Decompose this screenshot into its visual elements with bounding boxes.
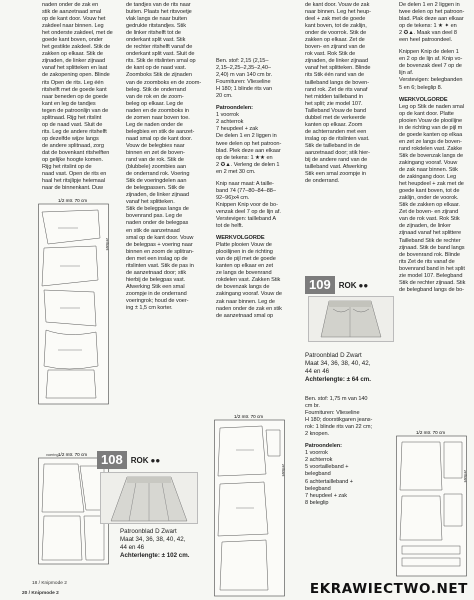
text-line: splitnaad. Rijg het ritslint (42, 114, 102, 121)
text-line: op dezelfde wijze langs (42, 135, 99, 142)
text-line: Stik de zakken op elkaar. (399, 202, 460, 209)
text-line: 2,40) m van 140 cm br. (216, 72, 273, 79)
text-line: Leg de naden onder de (126, 121, 183, 128)
text-line: zaklijn, onder de voorok. (399, 195, 459, 202)
text-line: rok vast. Rok Stik de (305, 51, 356, 58)
model-label: ROK (130, 455, 149, 465)
pattern-sheet: Patroonblad D Zwart (305, 352, 362, 359)
text-line: Knippen Knip voor de bo- (216, 201, 278, 208)
text-line: onder de voorrok. Stik de (305, 30, 367, 37)
svg-text:zelfkant: zelfkant (463, 470, 467, 483)
text-line: de bovenrand rok. Blinde (399, 251, 460, 258)
text-line: tegen de patroonlijn van de (42, 107, 109, 114)
text-line: het gestikte zakdeel. Stik de (42, 44, 111, 51)
text-line: goede kant boven, onder (42, 37, 103, 44)
text-line: band 74 (77–80–84–88– (216, 187, 276, 194)
text-line: blad. Plak deze aan elkaar (399, 16, 464, 23)
text-line: Zet de boven- en zijrand (399, 209, 459, 216)
text-line: naden onder de belegpas (126, 220, 189, 227)
text-line: de goede kanten op elkaa (399, 131, 463, 138)
model-108-badge (97, 451, 160, 469)
text-line: in de richting van de pijl m (399, 124, 463, 131)
text-line: dubbel met de verkeerde (305, 114, 366, 121)
text-line: blad. Plek deze aan elkaar (216, 147, 281, 154)
cut-info (216, 181, 306, 230)
page-footer-bottom: 20 / Knipmode 2 (22, 591, 59, 596)
text-line: een heel patroondeel. (399, 37, 453, 44)
text-line: zoompje in de onderrand (126, 290, 187, 297)
text-line: het split; zie model 107. (305, 100, 363, 107)
text-line: 7 heupdeel + zak (216, 126, 258, 133)
svg-text:voering: voering (46, 453, 59, 457)
text-line: den met een inslag op de (126, 255, 188, 262)
text-line: binnen en zet de boven- (126, 149, 185, 156)
column-3 (216, 58, 306, 320)
text-line: belegbies en stik de aanzet- (126, 128, 195, 135)
text-line: 2 achterrok (305, 457, 333, 464)
workorder-text (216, 242, 306, 320)
text-line: Knip naar maat: A taille- (216, 180, 274, 187)
text-line: op de tekens: 1 ★ ✦ en (399, 23, 457, 30)
text-line: rand van de rok. Stik de (126, 157, 184, 164)
text-line: tot de helft. (216, 223, 244, 230)
text-line: bovenrand pas. Leg de (126, 213, 183, 220)
workorder-heading-2: WERKVOLGORDE (399, 96, 448, 103)
text-line: zakingang vooraf. Vouw de (216, 291, 282, 298)
text-line: H 180; doorstikgaren jeans- (305, 417, 373, 424)
fabric-info (216, 58, 306, 100)
column-4 (305, 2, 397, 185)
svg-text:1/2 mtr. 70 cm: 1/2 mtr. 70 cm (58, 452, 88, 457)
text-line: rits Zet de rits vanaf de (399, 258, 455, 265)
text-line: rits Stik één rand van de (305, 72, 365, 79)
text-line: tailleband vast. Afwerking (305, 164, 367, 171)
text-line: zakken op elkaar. Zet de (305, 37, 365, 44)
text-line: goede kant boven, tot de (399, 188, 460, 195)
text-line: van de pijl met de goede (216, 256, 276, 263)
text-line: onderkant split vast. Stik (126, 37, 186, 44)
text-line: de andere splitnaad, zorg (42, 142, 104, 149)
workorder-heading: WERKVOLGORDE (216, 235, 265, 242)
text-line: naden en de zoomboks in (126, 107, 189, 114)
text-line: deel + zak met de goede (305, 16, 366, 23)
model-109-caption (305, 352, 401, 384)
text-line: Tailleband Vouw de band (305, 107, 367, 114)
text-line: op de kant door. Platte (399, 110, 454, 117)
text-line: Verstevigen: tailleband A (216, 215, 277, 222)
cutting-layout-diagram-1 (38, 198, 114, 408)
patterns-heading-109: Patroondelen: (305, 443, 342, 450)
text-line: van de rok vast. Rok Stik (399, 216, 460, 223)
text-line: Verstevigen: belegbanden (399, 77, 463, 84)
text-line: Fournituren: Vlieseline (216, 79, 271, 86)
difficulty-dots: ●● (358, 280, 369, 290)
text-line: Stik de bovenzak langs de (399, 152, 464, 159)
model-108-photo (100, 472, 198, 524)
text-line: en 2 met 30 cm. (216, 168, 256, 175)
text-line: naad vast. Open de rits en (42, 171, 107, 178)
text-line: rokdelen vast. Zakken Stik (216, 277, 281, 284)
text-line: belegband (305, 485, 331, 492)
sizes: Maat 34, 36, 38, 40, 42, (120, 536, 186, 543)
text-line: Stik de voeringdelen aan (126, 178, 187, 185)
text-line: H 180; 1 blinde rits van (216, 86, 273, 93)
text-line: rits. Leg de andere ritshelft (42, 128, 107, 135)
text-line: 92–96)x4 cm. (216, 194, 250, 201)
text-line: 2 ✪▲. Verleng de delen 1 (216, 161, 280, 168)
text-line: en 2 op de lijn af. Knip vo- (399, 56, 463, 63)
sizes-2: 44 en 46 (120, 544, 145, 551)
text-line: Zoomboks Stik de zijnaden (126, 72, 192, 79)
cutting-layout-diagram-3 (214, 414, 290, 598)
svg-text:1/2 mtr. 70 cm: 1/2 mtr. 70 cm (234, 414, 264, 419)
text-line: zak naar binnen. Leg de (216, 298, 275, 305)
svg-text:zelfkant: zelfkant (281, 464, 285, 477)
sizes-2: 44 en 46 (305, 368, 330, 375)
text-line: haal het ritsjlipje helemaal (42, 178, 105, 185)
text-line: 2 achterrok (216, 119, 244, 126)
cut-notes (399, 49, 473, 91)
text-line: de kant op de naad vast. (126, 65, 187, 72)
text-line: en stik de aanzetnaad (126, 227, 180, 234)
text-line: vlak langs de naar buiten (126, 16, 187, 23)
text-line: zie model 107. Belegband (399, 272, 463, 279)
text-line: de onderrand. (305, 178, 340, 185)
text-line: kant en leg de tandjes (42, 100, 96, 107)
text-line: ze langs de bovenrand (216, 270, 272, 277)
text-line: Ben. stof: 2,15 (2,15– (216, 58, 269, 64)
text-line: Stik de belegpas langs de (126, 206, 189, 213)
text-line: beleg op elkaar. Leg de (126, 100, 184, 107)
text-line: de onderrand rok. Voering (126, 171, 190, 178)
workorder-text-2 (399, 104, 473, 294)
text-line: boven- en zijrand van de (305, 44, 366, 51)
model-109-photo (308, 296, 394, 342)
text-line: vanaf het splitteken. (126, 199, 175, 206)
text-line: venzak deel 7 op de lijn af. (216, 208, 281, 215)
model-109-badge (305, 276, 368, 294)
svg-text:zelfkant: zelfkant (105, 238, 109, 251)
column-2-text (126, 2, 212, 312)
text-line: onderkant split vast. Sluit de (126, 51, 195, 58)
text-line: ritslinten vast. Stik de pas in (126, 262, 194, 269)
text-line: tailleband langs de boven- (305, 79, 370, 86)
text-line: zakdeel naar binnen. Leg (42, 23, 104, 30)
text-line: bij de andere rand van de (305, 157, 368, 164)
text-line: ing ± 1,5 cm korter. (126, 305, 173, 312)
text-line: 8 beleglip (305, 499, 329, 506)
text-line: 5 en 6; beleglip 8. (399, 84, 443, 91)
text-line: aanzetnaad door; stik hier- (305, 149, 370, 156)
text-line: Stik de tailleband in de (305, 142, 361, 149)
text-line: 1 voorrok (216, 112, 239, 119)
text-line: 2 knopen. (305, 431, 330, 438)
text-line: Afwerking Stik een smal (126, 283, 185, 290)
text-line: de belegband langs de bo- (399, 286, 464, 293)
text-line: Knippen Knip de delen 1 (399, 49, 459, 56)
text-line: 6 achtertailleband + (305, 478, 353, 485)
cutting-layout-diagram-4 (396, 430, 472, 578)
text-line: het heupdeel + zak met de (399, 181, 464, 188)
text-line: zakingang vooraf. Vouw (399, 159, 458, 166)
text-line: (blubbele) zoombies aan (126, 164, 187, 171)
text-line: de kant door. Vouw de zak (305, 2, 370, 8)
text-line: kanten op elkaar en zet (216, 263, 274, 270)
text-line: Fournituren: Vlieseline (305, 410, 360, 417)
text-line: op de naad vast. Sluit de (42, 121, 103, 128)
model-108-caption (120, 528, 220, 560)
pattern-notes (399, 2, 473, 44)
text-line: Platte plooien Vouw de (216, 242, 272, 249)
text-line: kant boven, tot de zaklijn, (305, 23, 367, 30)
text-line: zijnaad. Stik de band langs (399, 244, 465, 251)
text-line: naar de binnenkant. Duw (42, 185, 104, 192)
column-5 (399, 2, 473, 294)
watermark: EKRAWIECTWO.NET (309, 581, 468, 597)
text-line: 2,15–2,25–2,35–2,40– (216, 65, 271, 72)
text-line: van de rok en de zoom- (126, 93, 184, 100)
text-line: twee delen op het patroon- (216, 140, 282, 147)
text-line: de belegpassen. Stik de (126, 185, 185, 192)
text-line: zijnaden, de linker zijnaad (126, 192, 190, 199)
text-line: rand rokdelen vast. Zakke (399, 145, 463, 152)
text-line: de tandjes van de rits naar (126, 2, 191, 8)
text-line: de aanzetnaad smal op (216, 312, 274, 319)
text-line: naar beneden op de goede (42, 93, 108, 100)
text-line: plooien Vouw de plooilijne (399, 117, 463, 124)
text-line: De delen 1 en 2 liggen in (399, 2, 460, 8)
text-line: buiten. Plaats het ritsvoetje (126, 9, 192, 16)
text-line: plooilijnen in de richting (216, 249, 273, 256)
sizes: Maat 34, 36, 38, 40, 42, (305, 360, 371, 367)
text-line: op gelijke hoogte komen. (42, 157, 103, 164)
text-line: de zakopening open. Blinde (42, 72, 110, 79)
text-line: Ben. stof: 1,75 m van 140 (305, 396, 368, 402)
text-line: beleg. Stik de onderrand (126, 86, 186, 93)
difficulty-dots: ●● (150, 455, 161, 465)
text-line: naar binnen. Leg het heup- (305, 9, 371, 16)
text-line: voeringrok; houd de voer- (126, 297, 189, 304)
svg-text:1/2 mtr. 70 cm: 1/2 mtr. 70 cm (416, 430, 446, 435)
text-line: de linker ritshelft tot de (126, 30, 181, 37)
text-line: op de kant door. Vouw het (42, 16, 106, 23)
text-line: lijn af. (399, 70, 414, 77)
text-line: 20 cm. (216, 93, 233, 100)
text-line: de achterranden met een (305, 128, 367, 135)
page-footer-top: 18 / Knipmode 2 (32, 581, 67, 586)
back-length: Achterlengte: ± 64 cm. (305, 376, 372, 383)
text-line: zakken op elkaar. Stik de (42, 51, 103, 58)
text-line: het onderste zakdeel, met de (42, 30, 113, 37)
text-line: de zak naar binnen. Stik (399, 167, 458, 174)
text-line: ritshelft met de goede kant (42, 86, 107, 93)
text-line: op de tekens: 1 ★★ en (216, 154, 273, 161)
fabric-info-109 (305, 396, 397, 438)
text-line: van de zoomboks en de zoom- (126, 79, 202, 86)
text-line: vanaf het splitteken en laat (42, 65, 108, 72)
text-line: de belegpas + voering naar (126, 241, 193, 248)
pattern-sheet: Patroonblad D Zwart (120, 528, 177, 535)
text-line: zijnaden, de linker zijnaad (305, 58, 369, 65)
text-line: 5 voortailleband + (305, 464, 349, 471)
text-line: 1 voorrok (305, 450, 328, 457)
patterns-heading: Patroondelen: (216, 105, 253, 112)
text-line: naad smal op de kant door. (126, 135, 193, 142)
pattern-parts-109 (305, 450, 397, 506)
column-2 (126, 2, 212, 312)
text-line: stik de aanzetnaad smal (42, 9, 102, 16)
text-line: rok: 1 blinde rits van 22 cm; (305, 424, 372, 431)
text-line: de bovenzak langs de (216, 284, 270, 291)
column-1-text (42, 2, 114, 192)
text-line: twee delen op het patroon- (399, 9, 465, 16)
text-line: de aanzetnaad door; stik (126, 269, 187, 276)
text-line: Stik de rechter zijnaad. Stik (399, 279, 466, 286)
text-line: rits Open de rits. Leg één (42, 79, 104, 86)
text-line: gedrukte ritstandjes. Stik (126, 23, 186, 30)
text-line: kanten op elkaar. Zoom (305, 121, 363, 128)
text-line: zijnaden, de linker zijnaad (42, 58, 106, 65)
text-line: Vouw de belegbies naar (126, 142, 185, 149)
model-number: 109 (305, 276, 335, 294)
back-length: Achterlengte: ± 102 cm. (120, 552, 190, 559)
text-line: de zijnaden, de linker (399, 223, 451, 230)
text-line: Leg op Stik de naden smal (399, 103, 464, 110)
text-line: cm br. (305, 403, 320, 410)
text-line: smal op de kant door. Vouw (126, 234, 194, 241)
text-line: bovenrand band in het split (399, 265, 465, 272)
model-label: ROK (338, 280, 357, 290)
text-line: 7 heupdeel + zak (305, 492, 347, 499)
text-line: inslag op de ritslinten vast. (305, 135, 370, 142)
text-line: 2 ✪▲. Maak van deel 8 (399, 30, 457, 37)
text-line: rits. Stik de ritslinten smal op (126, 58, 196, 65)
text-line: rand rok. Zet de rits vanaf (305, 86, 368, 93)
text-line: binnen en zoom de splitran- (126, 248, 194, 255)
column-4-text (305, 2, 397, 185)
layout-width-label: 1/2 mtr. 70 cm (58, 198, 88, 203)
model-109-details (305, 396, 397, 507)
text-line: de zakingang door. Leg (399, 174, 457, 181)
text-line: De delen 1 en 2 liggen in (216, 133, 277, 140)
text-line: Stik een smal zoompje in (305, 171, 366, 178)
text-line: de rechter ritshelft vanaf de (126, 44, 193, 51)
column-1 (42, 2, 114, 192)
text-line: de zomen naar boven toe. (126, 114, 190, 121)
text-line: en zet ze langs de boven- (399, 138, 462, 145)
text-line: hierbij de belegpas vast. (126, 276, 186, 283)
text-line: belegband (305, 471, 331, 478)
text-line: naden onder de zak en (42, 2, 99, 8)
model-number: 108 (97, 451, 127, 469)
text-line: vanaf het splitteken. Blinde (305, 65, 371, 72)
text-line: zijnaad vanaf het splittere (399, 230, 462, 237)
text-line: de bovenzak deel 7 op de (399, 63, 462, 70)
text-line: het midden tailleband in (305, 93, 363, 100)
text-line: Rijg het ritslint op de (42, 164, 92, 171)
text-line: dat de bovenkant ritshelften (42, 149, 110, 156)
text-line: Tailleband Stik de rechter (399, 237, 461, 244)
text-line: naden onder de zak en stik (216, 305, 282, 312)
pattern-parts (216, 112, 306, 175)
